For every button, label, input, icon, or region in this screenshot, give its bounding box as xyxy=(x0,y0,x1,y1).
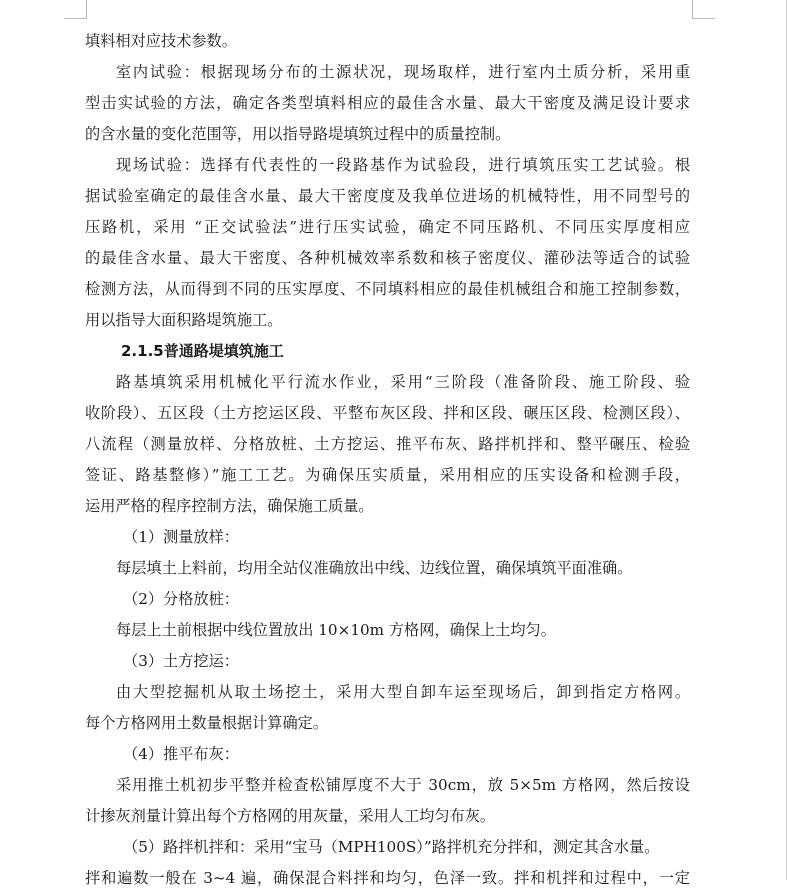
document-body xyxy=(85,26,690,894)
text-line: 型击实试验的方法，确定各类型填料相应的最佳含水量、最大干密度及满足设计要求 xyxy=(85,94,690,112)
text-line: （1）测量放样： xyxy=(123,528,239,546)
text-line: 压路机，采用 “正交试验法”进行压实试验，确定不同压路机、不同压实厚度相应 xyxy=(85,218,690,236)
text-line: （2）分格放桩： xyxy=(123,590,239,608)
text-line: 填料相对应技术参数。 xyxy=(85,32,237,50)
text-line: 计掺灰剂量计算出每个方格网的用灰量，采用人工均匀布灰。 xyxy=(85,807,496,825)
text-line: （4）推平布灰： xyxy=(123,745,239,763)
text-line: 采用推土机初步平整并检查松铺厚度不大于 30cm，放 5×5m 方格网，然后按设 xyxy=(116,776,690,794)
margin-corner-mark-right xyxy=(692,0,715,19)
text-line: 的含水量的变化范围等，用以指导路堤填筑过程中的质量控制。 xyxy=(85,125,511,143)
text-line: 收阶段）、五区段（土方挖运区段、平整布灰区段、拌和区段、碾压区段、检测区段）、 xyxy=(85,404,690,422)
text-line: 签证、路基整修）”施工工艺。为确保压实质量，采用相应的压实设备和检测手段， xyxy=(85,466,690,484)
text-line: 运用严格的程序控制方法，确保施工质量。 xyxy=(85,497,374,515)
text-line: 路基填筑采用机械化平行流水作业，采用“三阶段（准备阶段、施工阶段、验 xyxy=(116,373,690,391)
text-line: 用以指导大面积路堤筑施工。 xyxy=(85,311,283,329)
text-line: 据试验室确定的最佳含水量、最大干密度度及我单位进场的机械特性，用不同型号的 xyxy=(85,187,690,205)
text-line: （3）土方挖运： xyxy=(123,652,239,670)
text-line: 每层填土上料前，均用全站仪准确放出中线、边线位置，确保填筑平面准确。 xyxy=(116,559,633,577)
text-line: 的最佳含水量、最大干密度、各种机械效率系数和核子密度仪、灌砂法等适合的试验 xyxy=(85,249,690,267)
text-line: 由大型挖掘机从取土场挖土，采用大型自卸车运至现场后，卸到指定方格网。 xyxy=(116,683,690,701)
text-line: 现场试验：选择有代表性的一段路基作为试验段，进行填筑压实工艺试验。根 xyxy=(116,156,690,174)
text-line: 每个方格网用土数量根据计算确定。 xyxy=(85,714,328,732)
text-line: （5）路拌机拌和：采用“宝马（MPH100S）”路拌机充分拌和，测定其含水量。 xyxy=(123,838,660,856)
text-line: 八流程（测量放样、分格放桩、土方挖运、推平布灰、路拌机拌和、整平碾压、检验 xyxy=(85,435,690,453)
text-line: 每层上土前根据中线位置放出 10×10m 方格网，确保上土均匀。 xyxy=(116,621,556,639)
section-heading: 2.1.5普通路堤填筑施工 xyxy=(121,342,284,360)
text-line: 检测方法，从而得到不同的压实厚度、不同填料相应的最佳机械组合和施工控制参数， xyxy=(85,280,690,298)
text-line: 拌和遍数一般在 3~4 遍，确保混合料拌和均匀，色泽一致。拌和机拌和过程中，一定 xyxy=(85,869,690,887)
margin-corner-mark-left xyxy=(64,0,87,19)
text-line: 室内试验：根据现场分布的土源状况，现场取样，进行室内土质分析，采用重 xyxy=(116,63,690,81)
